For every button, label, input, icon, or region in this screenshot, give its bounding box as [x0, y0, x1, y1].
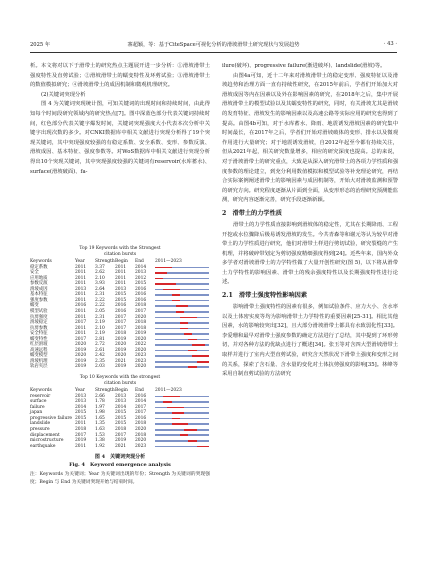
header-range: 2011—2023: [155, 388, 182, 394]
burst-timeline: [155, 328, 209, 330]
year-cell: 2017: [75, 336, 87, 342]
header-begin: Begin: [115, 259, 128, 265]
year-cell: 2011: [75, 443, 87, 449]
end-cell: 2016: [135, 393, 147, 399]
header-strength: Strength: [95, 259, 115, 265]
burst-bar: [155, 278, 209, 280]
strength-cell: 2.31: [95, 314, 105, 320]
burst-bar: [155, 333, 209, 335]
burst-bar: [155, 440, 209, 442]
keyword-cell: 蠕变特性: [30, 336, 48, 342]
burst-bar: [155, 339, 209, 341]
cnki-rows: [30, 265, 210, 370]
wos-burst-table: [30, 375, 210, 449]
keyword-cell: landslide: [30, 421, 51, 427]
end-cell: 2020: [135, 347, 147, 353]
end-cell: 2020: [135, 364, 147, 370]
keyword-cell: 滑坡成因: [30, 286, 48, 292]
begin-cell: 2015: [115, 410, 127, 416]
year-cell: 2017: [75, 432, 87, 438]
burst-timeline: [155, 401, 209, 403]
cnki-burst-table: [30, 246, 210, 370]
timeline-segment: [205, 300, 209, 302]
begin-cell: 2011: [115, 270, 127, 276]
keyword-cell: failure: [30, 404, 45, 410]
begin-cell: 2021: [115, 358, 127, 364]
keyword-cell: progressive failure: [30, 415, 73, 421]
strength-cell: 1.53: [95, 432, 105, 438]
strength-cell: 2.22: [95, 297, 105, 303]
keyword-cell: 软岩夹层: [30, 364, 48, 370]
burst-bar: [155, 289, 209, 291]
year-cell: 2011: [75, 275, 87, 281]
year-cell: 2019: [75, 438, 87, 444]
timeline-segment: [205, 350, 209, 352]
end-cell: 2020: [135, 314, 147, 320]
timeline-segment: [205, 339, 209, 341]
end-cell: 2018: [135, 320, 147, 326]
year-cell: 2011: [75, 270, 87, 276]
strength-cell: 1.35: [95, 421, 105, 427]
begin-cell: 2017: [115, 325, 127, 331]
burst-segment: [205, 446, 209, 448]
header-keywords: Keywords: [30, 388, 52, 394]
strength-cell: 2.03: [95, 364, 105, 370]
end-cell: 2014: [135, 399, 147, 405]
begin-cell: 2017: [115, 432, 127, 438]
begin-cell: 2018: [115, 426, 127, 432]
keyword-cell: 蠕变: [30, 303, 39, 309]
year-cell: 2011: [75, 297, 87, 303]
strength-cell: 1.98: [95, 410, 105, 416]
timeline-segment: [205, 322, 209, 324]
burst-bar: [155, 355, 209, 357]
keyword-cell: 强度参数: [30, 297, 48, 303]
burst-timeline: [155, 412, 209, 414]
burst-timeline: [155, 434, 209, 436]
year-cell: 2011: [75, 281, 87, 287]
burst-bar: [155, 305, 209, 307]
year-cell: 2014: [75, 404, 87, 410]
burst-bar: [155, 300, 209, 302]
timeline-segment: [205, 440, 209, 442]
year-cell: 2019: [75, 347, 87, 353]
subsection-heading: (2)关键词突现分析: [41, 91, 86, 98]
end-cell: 2017: [135, 410, 147, 416]
begin-cell: 2015: [115, 421, 127, 427]
year-cell: 2013: [75, 286, 87, 292]
keyword-cell: 高速远程: [30, 347, 48, 353]
wos-table-subtitle: citation bursts: [103, 380, 137, 386]
timeline-segment: [205, 429, 209, 431]
end-cell: 2022: [135, 342, 147, 348]
paragraph: 影响滑带土强度特性的因素有很多，例如试验条件、应力大小、含水率以及土体密实度等均为影响滑带土力学特性的重要因素[25-31]。相比其他因素，水的影响较突出[32]，且大部分滑坡滑带土都具有水致弱化性[33]。李爱珊和最早对滑带土强度参数的确定方法进行了总结，其中提到了环形剪切，并对各种方法的优缺点进行了概述[34]。张玉等对含四大型滑坡滑带土取样并进行了室内大型直剪试验，研究含天然状况下滑带土强度和变形之间的关系，探索了含石量、含水量的变化对土体抗剪强度的影响[35]。林峰等采用自制直剪试验的方法研究: [222, 304, 398, 378]
header-end: End: [135, 259, 144, 265]
wos-rows: [30, 394, 210, 449]
burst-bar: [155, 283, 209, 285]
burst-timeline: [155, 366, 209, 368]
table-row: [30, 364, 210, 370]
strength-cell: 2.35: [95, 358, 105, 364]
timeline-segment: [205, 305, 209, 307]
keyword-cell: 安全: [30, 270, 39, 276]
year-cell: 2018: [75, 426, 87, 432]
year-cell: 2011: [75, 331, 87, 337]
burst-bar: [155, 350, 209, 352]
cnki-table-subtitle: citation bursts: [103, 251, 137, 257]
paragraph: 图 4 为关键词突现统计图，可知关键词的出现时间和持续时间，由此得知每个时间段研究领域内的研究热点[7]。图中深蓝色部分代表关键词持续时间，红色部分代表关键字爆发时间，关键词突现强度大小代表本次分析中关键字出现次数的多少。对CNKI数据库中相关文献进行突现分析得了19个突现关键词，其中突现强度较强的有稳定系数、安全系数、变形、参数反演、滑坡成因、基本特征、强度参数等。对WoS数据库中相关文献进行突现分析得出10个突现关键词，其中突现强度较强的关键词有reservoir(水库蓄水)、surface(滑坡破面)、fa-: [30, 101, 210, 175]
end-cell: 2018: [135, 325, 147, 331]
begin-cell: 2016: [115, 309, 127, 315]
end-cell: 2020: [135, 426, 147, 432]
end-cell: 2018: [135, 303, 147, 309]
year-cell: 2013: [75, 393, 87, 399]
section-heading: 2.1 滑带土强度特性影响因素: [222, 292, 308, 300]
burst-timeline: [155, 339, 209, 341]
keyword-cell: 蠕变模型: [30, 353, 48, 359]
keyword-cell: 模型试验: [30, 309, 48, 315]
burst-bar: [155, 396, 209, 398]
timeline-segment: [205, 328, 209, 330]
burst-timeline: [155, 446, 209, 448]
end-cell: 2023: [135, 358, 147, 364]
burst-timeline: [155, 396, 209, 398]
strength-cell: 2.42: [95, 353, 105, 359]
keyword-cell: 稳定系数: [30, 264, 48, 270]
end-cell: 2012: [135, 275, 147, 281]
burst-timeline: [155, 317, 209, 319]
year-cell: 2019: [75, 364, 87, 370]
strength-cell: 2.05: [95, 309, 105, 315]
strength-cell: 2.10: [95, 275, 105, 281]
year-cell: 2015: [75, 410, 87, 416]
strength-cell: 1.97: [95, 404, 105, 410]
strength-cell: 1.63: [95, 426, 105, 432]
timeline-segment: [205, 412, 209, 414]
paragraph: 滑带土的力学性质直接影响到滑坡体的稳定性，尤其在长期降雨、工程开挖或水位骤降后极易诱发滑坡的发生。今共青森等和谢元等认为较早对滑带土的力学性质进行研究，他们对滑带土样进行剪切试验，研究裂缝的产生机理，并将破碎带划定为剪切强度精细强度得到[24]。近些年来，国内外众多学者对滑坡滑带土的力学特性做了大量开创性研究(图 5)，以下将从滑带土力学特性的影响因素、滑带土的残余强度特性以及长期强度特性进行论述。: [222, 221, 398, 286]
begin-cell: 2016: [115, 303, 127, 309]
burst-timeline: [155, 272, 209, 274]
end-cell: 2016: [135, 297, 147, 303]
timeline-segment: [205, 289, 209, 291]
timeline-segment: [205, 278, 209, 280]
strength-cell: 2.62: [95, 270, 105, 276]
keyword-cell: 滑坡机理: [30, 358, 48, 364]
paragraph: 析。本文将对以下于滑带土的研究热点主题展开进一步分析：①滑坡滑带土强度特性及直剪试验；②滑坡滑带土的蠕变特性及环剪试验；③滑坡滑带土的数值模拟研究；④滑坡滑带土的成因机制和微观机理研究。: [30, 63, 210, 89]
timeline-segment: [205, 407, 209, 409]
burst-bar: [155, 344, 209, 346]
timeline-segment: [205, 272, 209, 274]
end-cell: 2020: [135, 438, 147, 444]
year-cell: 2019: [75, 358, 87, 364]
end-cell: 2013: [135, 270, 147, 276]
begin-cell: 2013: [115, 393, 127, 399]
timeline-segment: [205, 333, 209, 335]
burst-bar: [155, 267, 209, 269]
timeline-segment: [205, 434, 209, 436]
strength-cell: 2.22: [95, 303, 105, 309]
paragraph: 由图4a可知，近十二年来对滑坡滑带土的稳定变形、强度特征以及滑坡趋势和治理方面一直有持续性研究，在2015年前后，学者们开始加大对滑坡成因等内在因素以及外在影响因素的研究，在2018年之后，集中开展滑坡滑带土的模型试验以及其蠕变特性的研究，同时，有关滑坡尤其是滑坡的发育特征、滑坡发生的影响因素以及高速公路等实际应用的研究也得到了提高。由图4b可知，对于水库蓄水、降雨、地震诱发滑坡因素的研究集中时间最长，在2017年之后，学者们开始对滑坡破体的变形、排水以及微观作用进行大量研究；对于地震诱发滑坡，自2012年起至今都有持续关注，但从2021年起，相关研究数量增多，相应的研究深度也提高。总的来说，对于滑坡滑带土的研究重点，大致是从深入研究滑带土的各项力学性质和强度参数的理论建立，到充分利用数值模拟和模型试验等补充理论研究，再结合实际案例阐述滑带土的影响因素与成因机制等，开始大对滑坡监测和预警的研究方向。研究程度逐渐从片面到全面，从变形形态的治理研究预测能监测，研究内容逐渐完善，研究手段逐渐新颖。: [222, 72, 398, 204]
keyword-cell: microstructure: [30, 438, 64, 444]
burst-timeline: [155, 333, 209, 335]
year-cell: 2015: [75, 415, 87, 421]
timeline-segment: [205, 317, 209, 319]
begin-cell: 2018: [115, 331, 127, 337]
end-cell: 2020: [135, 336, 147, 342]
burst-bar: [155, 317, 209, 319]
begin-cell: 2017: [115, 320, 127, 326]
keyword-cell: reservoir: [30, 393, 51, 399]
timeline-segment: [205, 423, 209, 425]
burst-bar: [155, 407, 209, 409]
strength-cell: 2.72: [95, 342, 105, 348]
year-cell: 2011: [75, 421, 87, 427]
strength-cell: 1.65: [95, 415, 105, 421]
header-year: 2025 年: [30, 42, 51, 48]
begin-cell: 2021: [115, 443, 127, 449]
begin-cell: 2019: [115, 336, 127, 342]
burst-timeline: [155, 344, 209, 346]
burst-timeline: [155, 429, 209, 431]
burst-timeline: [155, 322, 209, 324]
keyword-cell: 基本特征: [30, 292, 48, 298]
header-begin: Begin: [115, 388, 128, 394]
burst-timeline: [155, 305, 209, 307]
year-cell: 2011: [75, 314, 87, 320]
strength-cell: 2.81: [95, 336, 105, 342]
figure-note: 注：Keywords 为关键词；Year 为关键词出现的年份；Strength 为关键词的突现强度；Begin 与 End 为关键词突现开始与结束时间。: [30, 472, 210, 486]
header-strength: Strength: [95, 388, 115, 394]
burst-timeline: [155, 294, 209, 296]
right-column: [222, 62, 398, 380]
timeline-segment: [205, 344, 209, 346]
begin-cell: 2020: [115, 353, 127, 359]
strength-cell: 2.19: [95, 320, 105, 326]
begin-cell: 2013: [115, 286, 127, 292]
keyword-cell: 安全特征: [30, 331, 48, 337]
burst-segment: [205, 355, 209, 357]
keyword-cell: japan: [30, 410, 43, 416]
end-cell: 2018: [135, 421, 147, 427]
burst-timeline: [155, 355, 209, 357]
begin-cell: 2011: [115, 275, 127, 281]
burst-bar: [155, 429, 209, 431]
burst-bar: [155, 423, 209, 425]
keyword-cell: 滑坡稳定: [30, 320, 48, 326]
burst-bar: [155, 322, 209, 324]
burst-timeline: [155, 440, 209, 442]
burst-timeline: [155, 350, 209, 352]
end-cell: 2016: [135, 286, 147, 292]
year-cell: 2011: [75, 325, 87, 331]
strength-cell: 2.64: [95, 286, 105, 292]
burst-timeline: [155, 278, 209, 280]
year-cell: 2011: [75, 292, 87, 298]
figure-caption: [30, 453, 210, 469]
keyword-cell: displacement: [30, 432, 60, 438]
burst-bar: [155, 434, 209, 436]
header-rule: [30, 52, 397, 53]
strength-cell: 2.66: [95, 393, 105, 399]
strength-cell: 2.31: [95, 292, 105, 298]
begin-cell: 2013: [115, 399, 127, 405]
keyword-cell: 参数反演: [30, 281, 48, 287]
header-year: Year: [75, 259, 85, 265]
keyword-cell: 应用地质: [30, 275, 48, 281]
figure-4: [30, 246, 210, 487]
header-page-number: · 43 ·: [383, 41, 397, 47]
begin-cell: 2015: [115, 297, 127, 303]
end-cell: 2015: [135, 281, 147, 287]
header-keywords: Keywords: [30, 259, 52, 265]
timeline-segment: [205, 294, 209, 296]
end-cell: 2014: [135, 264, 147, 270]
end-cell: 2023: [135, 353, 147, 359]
begin-cell: 2015: [115, 292, 127, 298]
strength-cell: 3.93: [95, 281, 105, 287]
end-cell: 2023: [135, 443, 147, 449]
burst-bar: [155, 311, 209, 313]
burst-bar: [155, 418, 209, 420]
running-header: [30, 41, 397, 51]
strength-cell: 1.92: [95, 443, 105, 449]
end-cell: 2017: [135, 404, 147, 410]
end-cell: 2016: [135, 292, 147, 298]
burst-bar: [155, 366, 209, 368]
strength-cell: 2.10: [95, 325, 105, 331]
burst-segment: [205, 361, 209, 363]
burst-bar: [155, 401, 209, 403]
timeline-segment: [205, 267, 209, 269]
burst-timeline: [155, 311, 209, 313]
strength-cell: 1.38: [95, 438, 105, 444]
year-cell: 2011: [75, 309, 87, 315]
strength-cell: 3.37: [95, 264, 105, 270]
begin-cell: 2020: [115, 342, 127, 348]
keyword-cell: 红层滑坡: [30, 342, 48, 348]
burst-timeline: [155, 289, 209, 291]
table-row: [30, 444, 210, 450]
begin-cell: 2019: [115, 438, 127, 444]
timeline-segment: [205, 283, 209, 285]
end-cell: 2016: [135, 415, 147, 421]
burst-timeline: [155, 418, 209, 420]
year-cell: 2011: [75, 264, 87, 270]
end-cell: 2018: [135, 432, 147, 438]
timeline-segment: [205, 401, 209, 403]
keyword-cell: pressure: [30, 426, 50, 432]
cnki-table-title: Top 19 Keywords with the Strongest: [79, 246, 161, 251]
begin-cell: 2017: [115, 314, 127, 320]
end-cell: 2019: [135, 331, 147, 337]
begin-cell: 2019: [115, 364, 127, 370]
burst-bar: [155, 294, 209, 296]
burst-bar: [155, 446, 209, 448]
end-cell: 2017: [135, 309, 147, 315]
keyword-cell: 抗剪强度: [30, 314, 48, 320]
wos-table-title: Top 10 Keywords with the strongest: [79, 375, 161, 381]
timeline-segment: [205, 366, 209, 368]
keyword-cell: 抗剪参数: [30, 325, 48, 331]
burst-timeline: [155, 361, 209, 363]
timeline-segment: [205, 418, 209, 420]
begin-cell: 2014: [115, 404, 127, 410]
year-cell: 2016: [75, 303, 87, 309]
caption-cn: 图 4 关键词突现分析: [94, 454, 146, 461]
section-heading: 2 滑带土的力学性质: [222, 209, 282, 217]
burst-timeline: [155, 283, 209, 285]
keyword-cell: surface: [30, 399, 47, 405]
timeline-segment: [205, 396, 209, 398]
begin-cell: 2011: [115, 264, 127, 270]
burst-timeline: [155, 423, 209, 425]
burst-bar: [155, 412, 209, 414]
year-cell: 2013: [75, 399, 87, 405]
timeline-segment: [205, 311, 209, 313]
keyword-cell: earthquake: [30, 443, 56, 449]
burst-timeline: [155, 267, 209, 269]
paragraph: ilure(破坏)、progressive failure(渐进破坏)、landslide(滑坡)等。: [222, 63, 386, 69]
header-year: Year: [75, 388, 85, 394]
begin-cell: 2019: [115, 347, 127, 353]
year-cell: 2020: [75, 342, 87, 348]
header-range: 2011—2023: [155, 259, 182, 265]
strength-cell: 2.61: [95, 347, 105, 353]
burst-timeline: [155, 407, 209, 409]
burst-timeline: [155, 300, 209, 302]
burst-bar: [155, 328, 209, 330]
begin-cell: 2015: [115, 415, 127, 421]
year-cell: 2020: [75, 353, 87, 359]
year-cell: 2017: [75, 320, 87, 326]
header-title: 寨超颖，等：基于CiteSpace可视化分析的滑坡滑带土研究现状与发展趋势: [127, 42, 300, 48]
burst-bar: [155, 272, 209, 274]
strength-cell: 2.19: [95, 331, 105, 337]
header-end: End: [135, 388, 144, 394]
left-column: [30, 62, 210, 177]
strength-cell: 1.78: [95, 399, 105, 405]
begin-cell: 2011: [115, 281, 127, 287]
caption-en: Fig. 4 Keyword emergence analysis: [69, 462, 171, 469]
burst-bar: [155, 361, 209, 363]
